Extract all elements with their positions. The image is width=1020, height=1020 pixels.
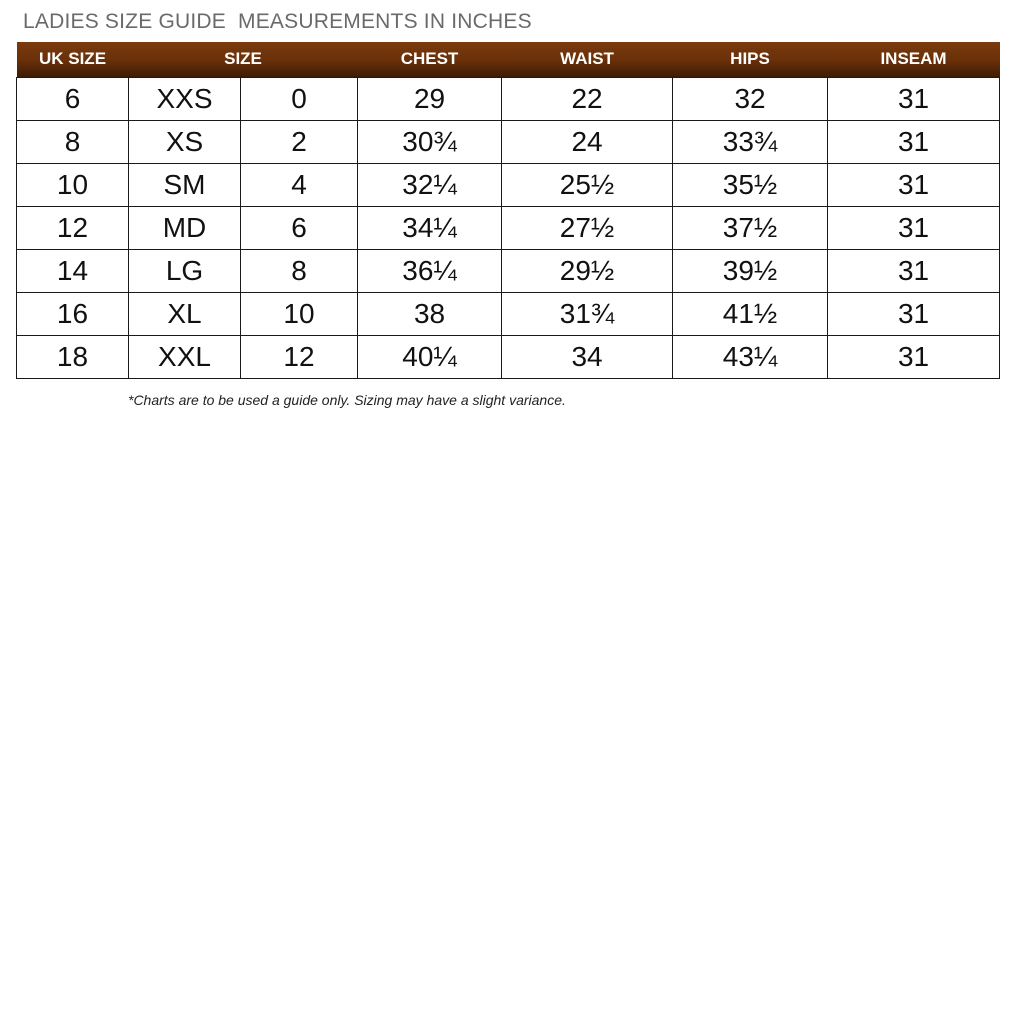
cell-uk-size: 16: [17, 292, 129, 335]
cell-waist: 31¾: [502, 292, 673, 335]
header-uk-size: UK SIZE: [38, 49, 107, 69]
cell-waist: 34: [502, 335, 673, 378]
cell-size-number: 8: [241, 249, 358, 292]
cell-chest: 32¼: [358, 163, 502, 206]
cell-size-letter: SM: [129, 163, 241, 206]
cell-inseam: 31: [828, 120, 1000, 163]
cell-chest: 36¼: [358, 249, 502, 292]
table-row: [17, 206, 1000, 249]
disclaimer-note: *Charts are to be used a guide only. Sizing may have a slight variance.: [128, 392, 566, 408]
cell-size-letter: XXS: [129, 77, 241, 120]
cell-inseam: 31: [828, 249, 1000, 292]
table-row: [17, 163, 1000, 206]
cell-inseam: 31: [828, 335, 1000, 378]
size-guide-table: [16, 42, 1000, 379]
cell-size-letter: XS: [129, 120, 241, 163]
header-waist: WAIST: [560, 49, 614, 69]
table-row: [17, 335, 1000, 378]
cell-size-letter: XXL: [129, 335, 241, 378]
table-row: [17, 292, 1000, 335]
cell-inseam: 31: [828, 292, 1000, 335]
cell-waist: 22: [502, 77, 673, 120]
cell-size-letter: LG: [129, 249, 241, 292]
cell-hips: 33¾: [673, 120, 828, 163]
cell-hips: 41½: [673, 292, 828, 335]
cell-size-letter: MD: [129, 206, 241, 249]
table-row: [17, 120, 1000, 163]
cell-size-number: 10: [241, 292, 358, 335]
cell-uk-size: 10: [17, 163, 129, 206]
cell-size-number: 6: [241, 206, 358, 249]
cell-uk-size: 12: [17, 206, 129, 249]
cell-chest: 38: [358, 292, 502, 335]
cell-hips: 35½: [673, 163, 828, 206]
cell-hips: 32: [673, 77, 828, 120]
table-row: [17, 77, 1000, 120]
header-chest: CHEST: [400, 49, 459, 69]
header-size: SIZE: [224, 49, 262, 69]
cell-chest: 29: [358, 77, 502, 120]
cell-size-letter: XL: [129, 292, 241, 335]
cell-size-number: 4: [241, 163, 358, 206]
cell-inseam: 31: [828, 206, 1000, 249]
cell-size-number: 12: [241, 335, 358, 378]
cell-size-number: 2: [241, 120, 358, 163]
cell-waist: 27½: [502, 206, 673, 249]
cell-waist: 25½: [502, 163, 673, 206]
cell-waist: 29½: [502, 249, 673, 292]
cell-waist: 24: [502, 120, 673, 163]
cell-chest: 30¾: [358, 120, 502, 163]
cell-hips: 39½: [673, 249, 828, 292]
header-hips: HIPS: [730, 49, 770, 69]
header-inseam: INSEAM: [880, 49, 947, 69]
cell-uk-size: 6: [17, 77, 129, 120]
cell-inseam: 31: [828, 163, 1000, 206]
cell-inseam: 31: [828, 77, 1000, 120]
cell-chest: 40¼: [358, 335, 502, 378]
table-row: [17, 249, 1000, 292]
cell-hips: 37½: [673, 206, 828, 249]
cell-size-number: 0: [241, 77, 358, 120]
cell-uk-size: 18: [17, 335, 129, 378]
page-title: LADIES SIZE GUIDE MEASUREMENTS IN INCHES: [23, 10, 532, 33]
cell-uk-size: 8: [17, 120, 129, 163]
cell-chest: 34¼: [358, 206, 502, 249]
cell-uk-size: 14: [17, 249, 129, 292]
cell-hips: 43¼: [673, 335, 828, 378]
table-header-row: [17, 42, 1000, 77]
